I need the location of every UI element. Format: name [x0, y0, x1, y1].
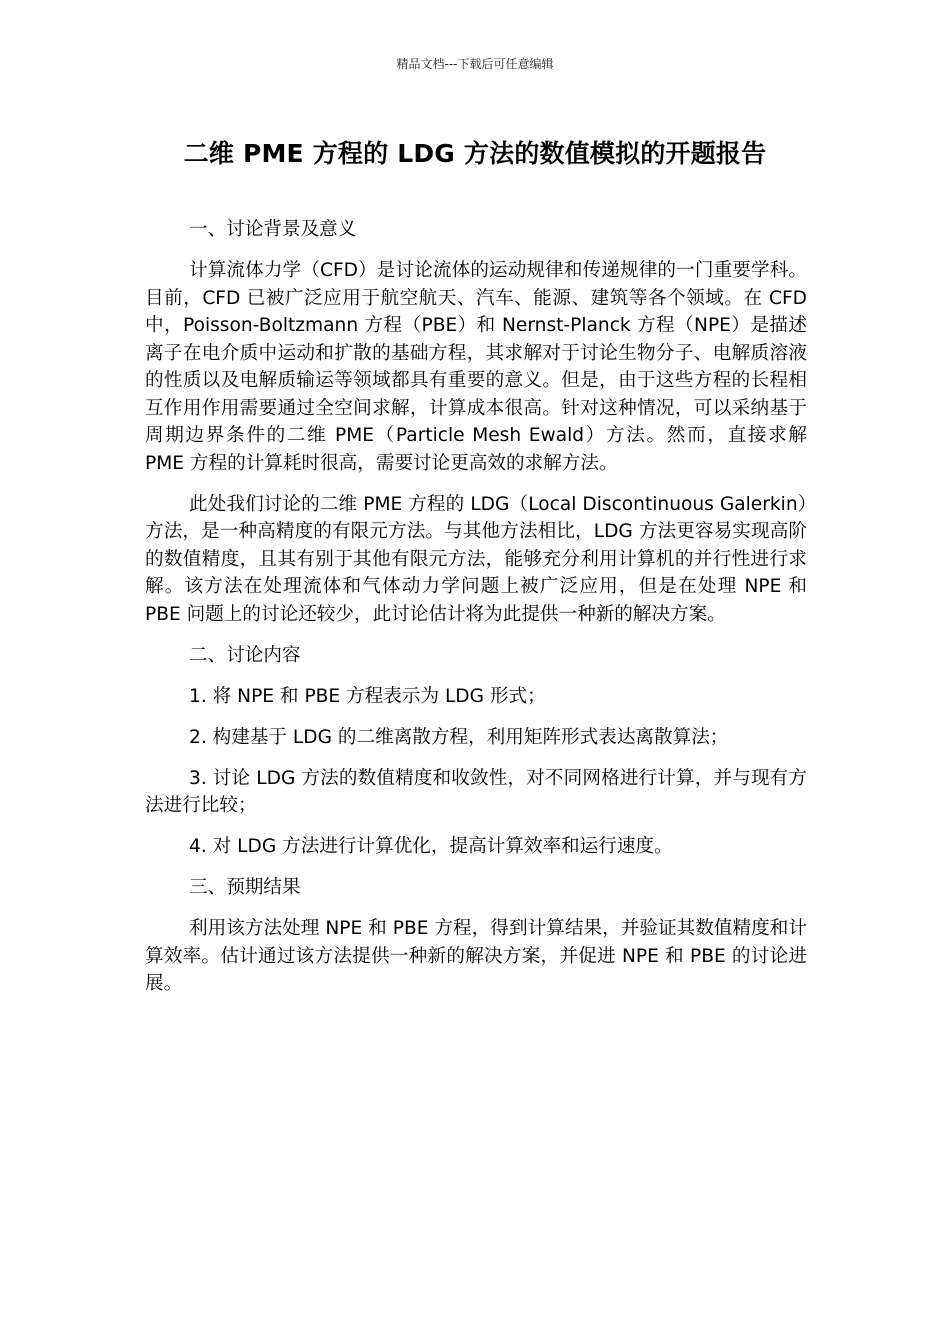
section-heading-results: 三、预期结果 — [189, 877, 301, 898]
section-heading-content: 二、讨论内容 — [189, 644, 301, 666]
paragraph-results-1: 利用该方法处理 NPE 和 PBE 方程，得到计算结果，并验证其数值精度和计算效率。估计通过该方法提供一种新的解决方案，并促进 NPE 和 PBE 的讨论进展。 — [145, 918, 807, 994]
list-item-content-1: 1. 将 NPE 和 PBE 方程表示为 LDG 形式； — [189, 685, 546, 707]
paragraph-background-1: 计算流体力学（CFD）是讨论流体的运动规律和传递规律的一门重要学科。目前，CFD 已被广泛应用于航空航天、汽车、能源、建筑等各个领域。在 CFD 中，Poisson-Boltzmann 方程（PBE）和 Nernst-Planck 方程（NPE）是描述离子在电介质中运动和扩散的基础方程，其求解对于讨论生物分子、电解质溶液的性质以及电解质输运等领域都具有重要的意义。但是，由于这些方程的长程相互作用作用需要通过全空间求解，计算成本很高。针对这种情况，可以采纳基于周期边界条件的二维 PME（Particle Mesh Ewald）方法。然而，直接求解 PME 方程的计算耗时很高，需要讨论更高效的求解方法。 — [145, 260, 807, 474]
document-title: 二维 PME 方程的 LDG 方法的数值模拟的开题报告 — [183, 139, 767, 168]
paragraph-background-2: 此处我们讨论的二维 PME 方程的 LDG（Local Discontinuous Galerkin）方法，是一种高精度的有限元方法。与其他方法相比，LDG 方法更容易实现高阶的数值精度，且其有别于其他有限元方法，能够充分利用计算机的并行性进行求解。该方法在处理流体和气体动力学问题上被广泛应用，但是在处理 NPE 和 PBE 问题上的讨论还较少，此讨论估计将为此提供一种新的解决方案。 — [145, 493, 807, 625]
list-item-content-3: 3. 讨论 LDG 方法的数值精度和收敛性，对不同网格进行计算，并与现有方法进行比较； — [145, 767, 807, 816]
section-heading-background: 一、讨论背景及意义 — [189, 219, 357, 240]
list-item-content-2: 2. 构建基于 LDG 的二维离散方程，利用矩阵形式表达离散算法； — [189, 726, 729, 748]
document-body — [145, 216, 807, 1011]
list-item-content-4: 4. 对 LDG 方法进行计算优化，提高计算效率和运行速度。 — [189, 836, 673, 857]
page-header: 精品文档---下载后可任意编辑 — [396, 57, 554, 71]
